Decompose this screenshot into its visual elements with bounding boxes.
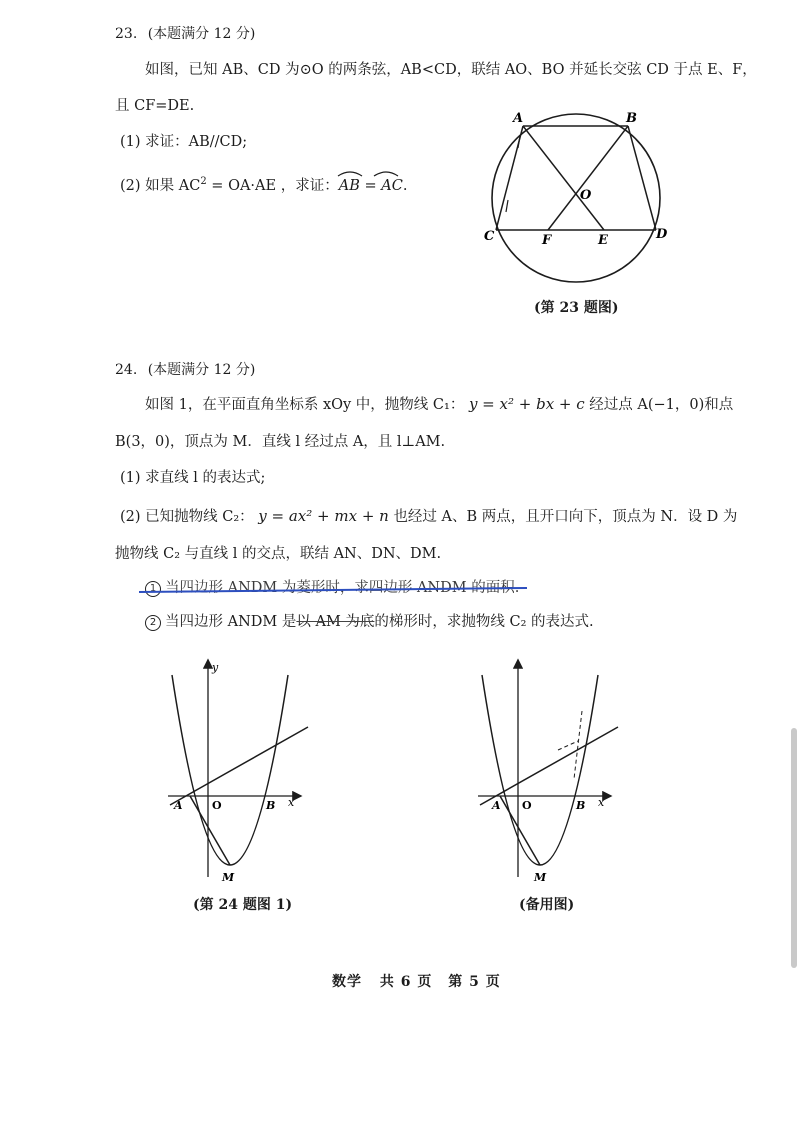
label-y: y (212, 661, 219, 674)
arc-mark-ab (338, 172, 362, 176)
segment-bd (628, 126, 656, 230)
q24-part2-a: (2) 已知抛物线 C₂： (120, 509, 259, 525)
page-footer (332, 972, 501, 992)
q23-arc-ac: AC (381, 177, 403, 194)
q24-part2-line2: 抛物线 C₂ 与直线 l 的交点，联结 AN、DN、DM. (115, 546, 442, 562)
q24-fig1-caption: (第 24 题图 1) (193, 897, 293, 913)
label-a: A (513, 111, 524, 126)
q23-number: 23. (115, 26, 138, 42)
q23-intro-line1: 如图，已知 AB、CD 为⊙O 的两条弦，AB<CD，联结 AO、BO 并延长交弦 CD 于点 E、F， (145, 62, 757, 78)
label-e: E (598, 233, 608, 248)
q24-part2 (120, 506, 737, 527)
label-x: x (288, 796, 295, 809)
q24-sub2-b: 的梯形时，求抛物线 C₂ 的表达式. (374, 614, 594, 630)
label-b: B (576, 799, 586, 812)
q24-sub2-struck: 以 AM 为底 (296, 614, 375, 630)
footer-subject: 数学 (332, 974, 362, 990)
q24-line1-b: 经过点 A(−1，0)和点 (584, 397, 734, 413)
q23-part2-end: . (402, 177, 408, 194)
q23-figure (480, 100, 680, 300)
vertical-scrollbar[interactable] (791, 728, 797, 968)
line-l (480, 727, 618, 805)
q24-c1-equation: y = x² + bx + c (468, 395, 585, 413)
q24-sub1-text: 当四边形 ANDM 为菱形时，求四边形 ANDM 的面积. (165, 580, 520, 596)
line-ae (523, 126, 604, 230)
q24-sub1 (145, 578, 519, 598)
q24-line1-a: 如图 1，在平面直角坐标系 xOy 中，抛物线 C₁： (145, 397, 469, 413)
q24-figure-backup (470, 655, 630, 885)
label-f: F (542, 233, 552, 248)
circle-o (492, 114, 660, 282)
line-bf (548, 126, 628, 230)
label-a: A (174, 799, 183, 812)
label-m: M (222, 871, 235, 884)
q23-part1: (1) 求证：AB//CD; (120, 134, 248, 150)
q24-number: 24. (115, 362, 138, 378)
label-b: B (266, 799, 276, 812)
segment-am (190, 796, 230, 865)
q23-part2-middle: = OA·AE ，求证： (206, 177, 339, 194)
q24-sub2-number: 2 (145, 615, 161, 631)
segment-am (500, 796, 540, 865)
q23-figure-caption: (第 23 题图) (534, 300, 619, 316)
arc-mark-ac (374, 172, 398, 176)
q24-part1: (1) 求直线 l 的表达式; (120, 470, 266, 486)
line-l (170, 727, 308, 805)
q24-c2-equation: y = ax² + mx + n (258, 507, 389, 525)
label-o: O (580, 188, 592, 203)
label-origin: O (522, 799, 532, 812)
q23-arc-ab: AB (338, 177, 360, 194)
q24-figure-1 (160, 655, 320, 885)
q24-header (115, 360, 255, 380)
q24-fig2-caption: (备用图) (519, 897, 575, 913)
q24-line2: B(3，0)，顶点为 M．直线 l 经过点 A，且 l⊥AM. (115, 434, 446, 450)
q23-part2-sup: 2 (200, 176, 207, 187)
tick-ac-lower (506, 200, 508, 212)
q24-sub1-number: 1 (145, 581, 161, 597)
label-b: B (626, 111, 637, 126)
footer-total: 共 6 页 (379, 974, 433, 990)
q24-sub1-struck (145, 580, 519, 596)
label-x: x (598, 796, 605, 809)
label-m: M (534, 871, 547, 884)
q24-line1 (145, 394, 733, 415)
label-c: C (484, 229, 495, 244)
parabola-c1 (172, 675, 288, 865)
pencil-dashed-mark (558, 741, 578, 750)
label-d: D (656, 227, 668, 242)
q23-arc-eq: = (359, 177, 382, 194)
q24-part2-b: 也经过 A、B 两点，且开口向下，顶点为 N．设 D 为 (388, 509, 738, 525)
footer-page: 第 5 页 (448, 974, 501, 990)
label-a: A (492, 799, 501, 812)
q24-points: (本题满分 12 分) (147, 362, 256, 378)
label-origin: O (212, 799, 222, 812)
q23-points: (本题满分 12 分) (147, 26, 256, 42)
q24-sub2 (145, 612, 594, 632)
q24-sub2-a: 当四边形 ANDM 是 (165, 614, 297, 630)
parabola-c1 (482, 675, 598, 865)
q23-part2-prefix: (2) 如果 AC (120, 177, 201, 194)
q23-intro-line2: 且 CF=DE. (115, 98, 195, 114)
